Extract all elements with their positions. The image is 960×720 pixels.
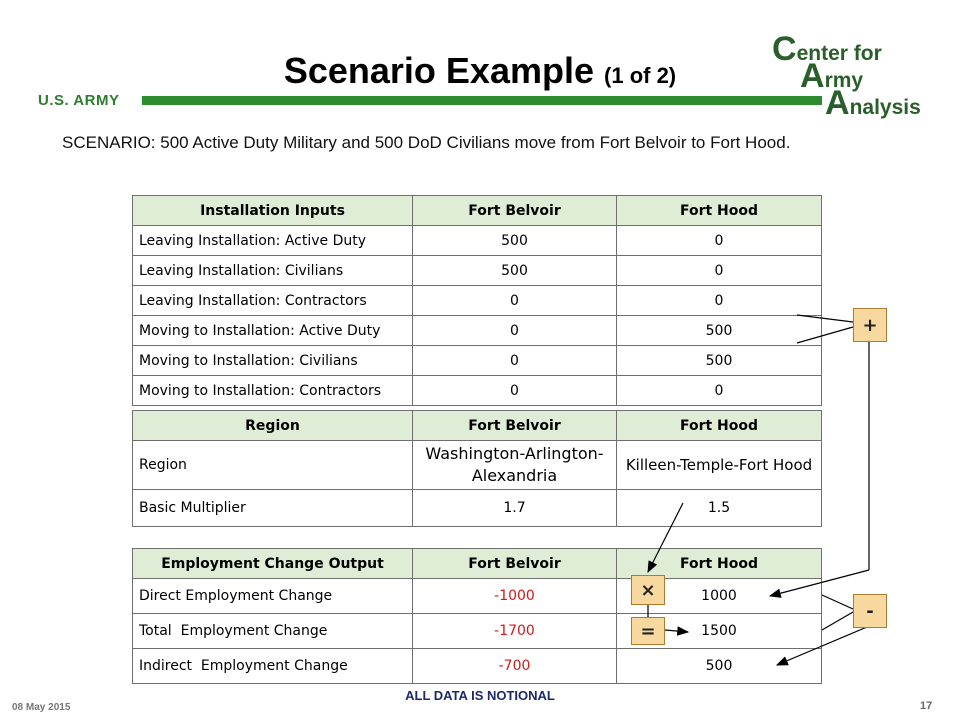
table-row	[133, 614, 822, 649]
hood-multiplier: 1.5	[617, 490, 822, 527]
hood-value: 1000	[617, 579, 822, 614]
table-row	[133, 256, 822, 286]
logo-text-3: nalysis	[849, 96, 921, 119]
column-header: Fort Hood	[617, 196, 822, 226]
belvoir-region: Washington-Arlington-Alexandria	[413, 441, 617, 490]
row-label: Indirect Employment Change	[133, 649, 413, 684]
row-label: Moving to Installation: Contractors	[133, 376, 413, 406]
belvoir-value: 0	[413, 346, 617, 376]
belvoir-value: -700	[413, 649, 617, 684]
page-number: 17	[920, 700, 933, 712]
belvoir-value: -1700	[413, 614, 617, 649]
belvoir-multiplier: 1.7	[413, 490, 617, 527]
footer-date: 08 May 2015	[12, 702, 71, 713]
column-header: Fort Hood	[617, 549, 822, 579]
belvoir-value: 500	[413, 256, 617, 286]
hood-value: 0	[617, 376, 822, 406]
hood-value: 1500	[617, 614, 822, 649]
table-row	[133, 346, 822, 376]
table-row	[133, 376, 822, 406]
army-label: U.S. ARMY	[38, 92, 120, 109]
table-row	[133, 316, 822, 346]
row-label: Basic Multiplier	[133, 490, 413, 527]
row-label: Leaving Installation: Contractors	[133, 286, 413, 316]
hood-value: 500	[617, 316, 822, 346]
table-header-row	[133, 549, 822, 579]
row-label: Region	[133, 441, 413, 490]
installation-inputs-table	[132, 195, 822, 406]
table-row	[133, 490, 822, 527]
minus-operator-box: -	[853, 594, 887, 628]
column-header: Installation Inputs	[133, 196, 413, 226]
footer-notional-note: ALL DATA IS NOTIONAL	[405, 688, 555, 703]
hood-region: Killeen-Temple-Fort Hood	[617, 441, 822, 490]
title-main: Scenario Example	[283, 50, 594, 91]
header-divider-bar	[142, 96, 822, 105]
table-row	[133, 226, 822, 256]
column-header: Fort Belvoir	[413, 196, 617, 226]
table-row	[133, 579, 822, 614]
belvoir-value: -1000	[413, 579, 617, 614]
column-header: Employment Change Output	[133, 549, 413, 579]
scenario-text: SCENARIO: 500 Active Duty Military and 500 DoD Civilians move from Fort Belvoir to Fort Hood.	[62, 133, 791, 152]
table-row	[133, 286, 822, 316]
table-row	[133, 441, 822, 490]
belvoir-value: 0	[413, 376, 617, 406]
logo-initial-a1: A	[800, 57, 825, 95]
region-table	[132, 410, 822, 527]
hood-value: 0	[617, 226, 822, 256]
logo-text-1: enter for	[796, 42, 882, 65]
connector-line	[822, 595, 853, 609]
row-label: Direct Employment Change	[133, 579, 413, 614]
column-header: Fort Hood	[617, 411, 822, 441]
caa-logo	[770, 30, 950, 122]
belvoir-value: 0	[413, 286, 617, 316]
row-label: Leaving Installation: Active Duty	[133, 226, 413, 256]
plus-operator-box: +	[853, 308, 887, 342]
row-label: Total Employment Change	[133, 614, 413, 649]
logo-initial-a2: A	[825, 84, 850, 122]
hood-value: 500	[617, 346, 822, 376]
equals-operator-box: =	[631, 617, 665, 645]
page-title	[230, 50, 730, 97]
employment-change-table	[132, 548, 822, 684]
hood-value: 0	[617, 286, 822, 316]
belvoir-value: 0	[413, 316, 617, 346]
table-header-row	[133, 196, 822, 226]
connector-line	[822, 612, 853, 630]
belvoir-value: 500	[413, 226, 617, 256]
times-operator-box: ×	[631, 575, 665, 605]
hood-value: 500	[617, 649, 822, 684]
logo-initial-c: C	[772, 30, 797, 68]
row-label: Moving to Installation: Civilians	[133, 346, 413, 376]
hood-value: 0	[617, 256, 822, 286]
table-row	[133, 649, 822, 684]
logo-text-2: rmy	[824, 69, 864, 92]
column-header: Fort Belvoir	[413, 411, 617, 441]
row-label: Moving to Installation: Active Duty	[133, 316, 413, 346]
row-label: Leaving Installation: Civilians	[133, 256, 413, 286]
column-header: Region	[133, 411, 413, 441]
table-header-row	[133, 411, 822, 441]
column-header: Fort Belvoir	[413, 549, 617, 579]
title-sub: (1 of 2)	[604, 63, 677, 88]
